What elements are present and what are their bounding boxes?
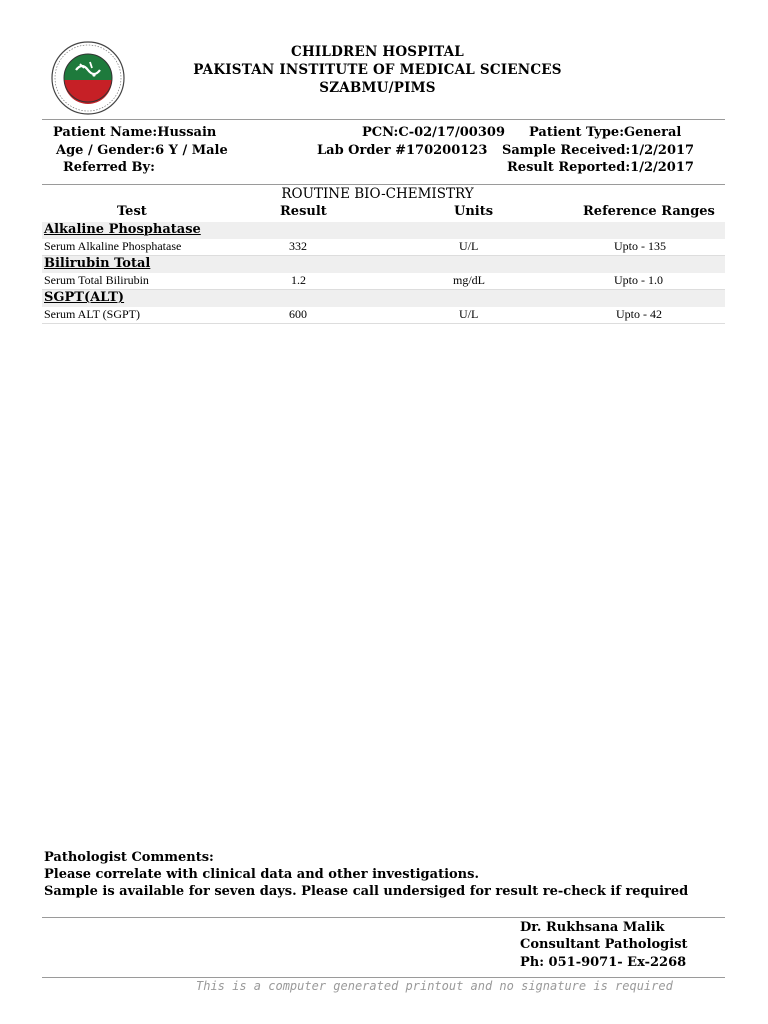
age-gender-label: Age / Gender: <box>56 143 156 158</box>
group-band <box>42 290 725 307</box>
pathologist-name: Dr. Rukhsana Malik <box>520 920 665 935</box>
patient-divider <box>42 184 725 185</box>
group-title: Alkaline Phosphatase <box>44 222 201 237</box>
referred-by-label: Referred By: <box>63 160 155 175</box>
computer-generated-note: This is a computer generated printout and no signature is required <box>196 979 673 993</box>
signature-divider <box>42 917 725 918</box>
patient-name-label: Patient Name: <box>53 125 158 140</box>
sample-received-label: Sample Received: <box>502 143 631 158</box>
table-row <box>0 239 768 256</box>
patient-type-label: Patient Type: <box>529 125 625 140</box>
result-reported-label: Result Reported: <box>507 160 631 175</box>
patient-name-field <box>53 125 216 140</box>
pathologist-phone: Ph: 051-9071- Ex-2268 <box>520 955 687 970</box>
lab-order-field <box>317 143 487 158</box>
header-divider <box>42 119 725 120</box>
test-units: mg/dL <box>453 273 485 287</box>
patient-type-field <box>529 125 681 140</box>
col-header-result: Result <box>280 204 327 219</box>
comments-line-1: Please correlate with clinical data and other investigations. <box>44 867 479 882</box>
result-reported-value: 1/2/2017 <box>630 160 694 175</box>
test-name: Serum Total Bilirubin <box>44 273 149 287</box>
test-result: 600 <box>289 307 307 321</box>
test-range: Upto - 1.0 <box>614 273 663 287</box>
university-name: SZABMU/PIMS <box>319 80 436 96</box>
pathologist-title: Consultant Pathologist <box>520 937 688 952</box>
pcn-field <box>362 125 505 140</box>
result-reported-field <box>507 160 694 175</box>
sample-received-value: 1/2/2017 <box>630 143 695 158</box>
institute-name: PAKISTAN INSTITUTE OF MEDICAL SCIENCES <box>193 62 562 78</box>
pcn-value: C-02/17/00309 <box>398 125 505 140</box>
footer-divider <box>42 977 725 978</box>
col-header-units: Units <box>454 204 494 219</box>
patient-name-value: Hussain <box>157 125 217 140</box>
test-name: Serum Alkaline Phosphatase <box>44 239 182 253</box>
pcn-label: PCN: <box>362 125 399 140</box>
group-title: SGPT(ALT) <box>44 290 125 305</box>
comments-heading: Pathologist Comments: <box>44 850 214 865</box>
sample-received-field <box>502 143 694 158</box>
test-result: 1.2 <box>291 273 306 287</box>
lab-order-value: 170200123 <box>405 143 488 158</box>
test-name: Serum ALT (SGPT) <box>44 307 141 321</box>
test-range: Upto - 135 <box>614 239 666 253</box>
hospital-logo <box>50 40 126 116</box>
comments-line-2: Sample is available for seven days. Please call undersiged for result re-check if required <box>44 884 689 899</box>
test-units: U/L <box>459 239 479 253</box>
age-gender-field <box>56 143 228 158</box>
lab-order-label: Lab Order # <box>317 143 406 158</box>
table-row <box>0 307 768 324</box>
section-title: ROUTINE BIO-CHEMISTRY <box>281 186 474 202</box>
test-units: U/L <box>459 307 479 321</box>
age-gender-value: 6 Y / Male <box>155 143 228 158</box>
hospital-name: CHILDREN HOSPITAL <box>291 44 464 60</box>
group-title: Bilirubin Total <box>44 256 151 271</box>
row-divider <box>42 323 725 324</box>
col-header-reference: Reference Ranges <box>583 204 715 219</box>
col-header-test: Test <box>117 204 147 219</box>
patient-type-value: General <box>624 125 682 140</box>
test-range: Upto - 42 <box>616 307 662 321</box>
table-row <box>0 273 768 290</box>
test-result: 332 <box>289 239 307 253</box>
